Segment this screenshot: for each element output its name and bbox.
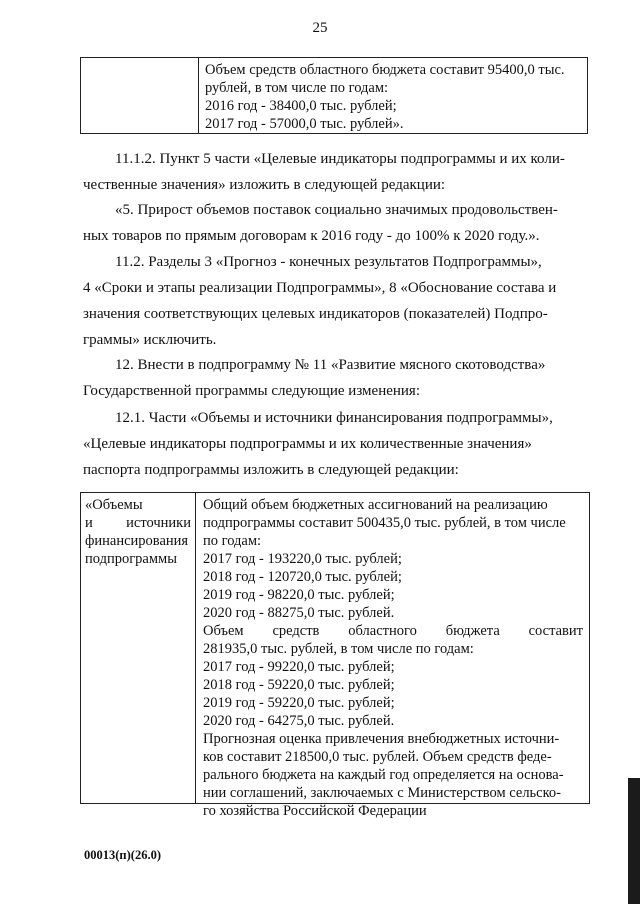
table-line: «Объемы xyxy=(85,497,143,513)
table-line: Объем средств областного бюджета составит 95400,0 тыс. xyxy=(205,62,565,78)
table-financing xyxy=(80,492,590,819)
table-line: 2017 год - 193220,0 тыс. рублей; xyxy=(203,551,402,567)
table-line-justified xyxy=(203,622,583,640)
table-cell-financing-text xyxy=(197,493,589,819)
table-cell-budget-text xyxy=(199,58,587,133)
table-line xyxy=(85,514,191,532)
table-line: го хозяйства Российской Федерации xyxy=(203,803,427,819)
table-line: 2020 год - 64275,0 тыс. рублей. xyxy=(203,713,395,729)
table-line: 2017 год - 57000,0 тыс. рублей». xyxy=(205,116,404,132)
paragraph-line: 12.1. Части «Объемы и источники финансирования подпрограммы», xyxy=(115,410,553,426)
table-line: 2018 год - 59220,0 тыс. рублей; xyxy=(203,677,395,693)
word: источники xyxy=(126,515,191,531)
paragraph-line: «5. Прирост объемов поставок социально значимых продовольствен- xyxy=(115,202,558,218)
word: Объем xyxy=(203,623,244,639)
table-line: 2019 год - 98220,0 тыс. рублей; xyxy=(203,587,395,603)
paragraph-12 xyxy=(83,352,585,404)
word: областного xyxy=(348,623,417,639)
table-line: нии соглашений, заключаемых с Министерством сельско- xyxy=(203,785,561,801)
table-line: ков составит 218500,0 тыс. рублей. Объем средств феде- xyxy=(203,749,552,765)
table-line: рального бюджета на каждый год определяется на основа- xyxy=(203,767,564,783)
scan-edge-mark xyxy=(628,778,640,904)
paragraph-11-2 xyxy=(83,249,585,353)
paragraph-line: чественные значения» изложить в следующей редакции: xyxy=(83,177,446,193)
table-line: подпрограммы xyxy=(85,551,177,567)
word: бюджета xyxy=(445,623,500,639)
paragraph-12-1 xyxy=(83,405,585,483)
paragraph-line: ных товаров по прямым договорам к 2016 году - до 100% к 2020 году.». xyxy=(83,228,540,244)
table-line: 2016 год - 38400,0 тыс. рублей; xyxy=(205,98,397,114)
table-line: 2018 год - 120720,0 тыс. рублей; xyxy=(203,569,402,585)
paragraph-line: значения соответствующих целевых индикаторов (показателей) Подпро- xyxy=(83,306,548,322)
paragraph-line: «Целевые индикаторы подпрограммы и их количественные значения» xyxy=(83,436,532,452)
paragraph-item-5 xyxy=(83,197,585,249)
table-cell-empty xyxy=(81,58,199,133)
table-line: рублей, в том числе по годам: xyxy=(205,80,389,96)
table-line: финансирования xyxy=(85,533,189,549)
paragraph-line: 12. Внести в подпрограмму № 11 «Развитие мясного скотоводства» xyxy=(115,357,546,373)
table-line: по годам: xyxy=(203,533,262,549)
table-line: 2020 год - 88275,0 тыс. рублей. xyxy=(203,605,395,621)
word: составит xyxy=(528,623,583,639)
paragraph-line: Государственной программы следующие изменения: xyxy=(83,383,421,399)
table-budget-continuation xyxy=(80,57,588,134)
document-code: 00013(п)(26.0) xyxy=(84,848,161,862)
table-line: подпрограммы составит 500435,0 тыс. рублей, в том числе xyxy=(203,515,566,531)
word: и xyxy=(85,515,93,531)
table-line: 2019 год - 59220,0 тыс. рублей; xyxy=(203,695,395,711)
word: средств xyxy=(272,623,320,639)
paragraph-line: граммы» исключить. xyxy=(83,332,217,348)
paragraph-line: 4 «Сроки и этапы реализации Подпрограммы», 8 «Обоснование состава и xyxy=(83,280,557,296)
paragraph-line: 11.2. Разделы 3 «Прогноз - конечных результатов Подпрограммы», xyxy=(115,254,542,270)
table-cell-financing-label xyxy=(81,493,196,803)
paragraph-11-1-2 xyxy=(83,146,585,198)
table-line: 2017 год - 99220,0 тыс. рублей; xyxy=(203,659,395,675)
paragraph-line: 11.1.2. Пункт 5 части «Целевые индикаторы подпрограммы и их коли- xyxy=(115,151,565,167)
page-number: 25 xyxy=(312,20,328,36)
table-line: Прогнозная оценка привлечения внебюджетных источни- xyxy=(203,731,560,747)
table-line: 281935,0 тыс. рублей, в том числе по годам: xyxy=(203,641,474,657)
table-line: Общий объем бюджетных ассигнований на реализацию xyxy=(203,497,548,513)
paragraph-line: паспорта подпрограммы изложить в следующей редакции: xyxy=(83,462,459,478)
